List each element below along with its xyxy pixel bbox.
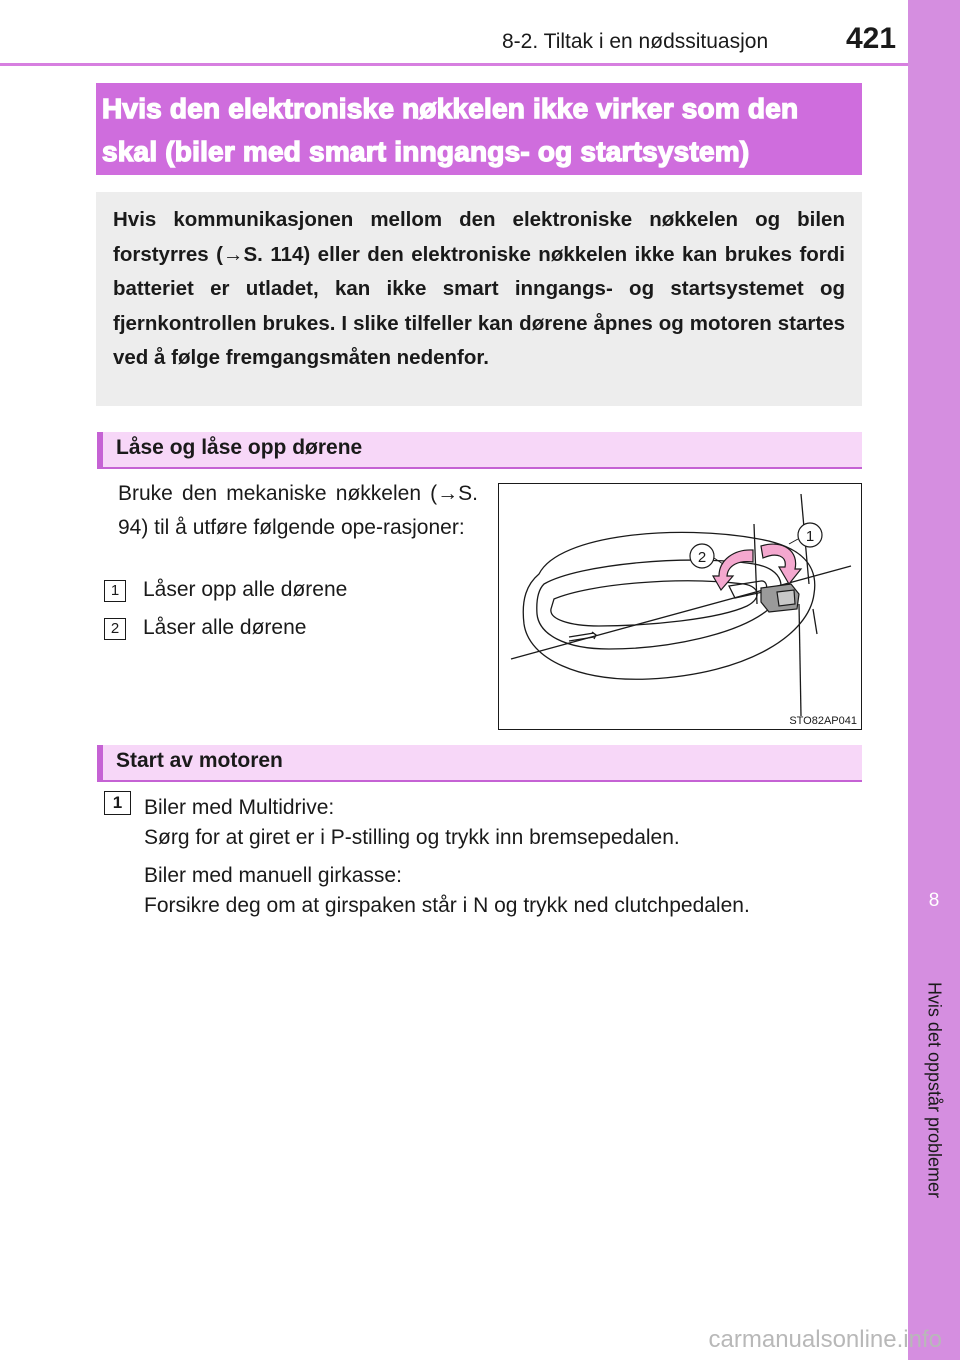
door-handle-illustration (499, 484, 861, 729)
item-number-badge: 1 (104, 580, 126, 602)
step-line: Forsikre deg om at girspaken står i N og trykk ned clutchpedalen. (144, 894, 750, 917)
header-section-title: 8-2. Tiltak i en nødssituasjon (502, 30, 769, 53)
door-handle-figure (498, 483, 862, 730)
item-text: Låser opp alle dørene (143, 578, 348, 601)
figure-caption: STO82AP041 (789, 715, 857, 727)
watermark: carmanualsonline.info (708, 1326, 942, 1353)
intro-text: Hvis kommunikasjonen mellom den elektroniske nøkkelen og bilen forstyrres (→S. 114) eller den elektroniske nøkkelen ikke kan brukes fordi batteriet er utladet, kan ikke smart inngangs- og startsystemet og fjernkontrollen brukes. I slike tilfeller kan dørene åpnes og motoren startes ved å følge fremgangsmåten nedenfor. (113, 208, 845, 369)
page-title: Hvis den elektroniske nøkkelen ikke virker som den skal (biler med smart inngangs- og startsystem) (102, 93, 799, 167)
callout-2-label: 2 (697, 549, 707, 566)
chapter-title: Hvis det oppstår problemer (924, 981, 945, 1199)
list-item (104, 575, 347, 605)
item-number-badge: 2 (104, 618, 126, 640)
step-line: Sørg for at giret er i P-stilling og trykk inn bremsepedalen. (144, 826, 680, 849)
page-number: 421 (846, 22, 897, 55)
list-item (104, 613, 306, 643)
intro-box (96, 192, 862, 406)
title-banner (96, 83, 862, 175)
lock-instructions: Bruke den mekaniske nøkkelen (→S. 94) til å utføre følgende ope-rasjoner: (118, 482, 478, 539)
section-heading-lock: Låse og låse opp dørene (97, 432, 862, 469)
chapter-number: 8 (928, 890, 940, 911)
step-number-badge: 1 (104, 791, 131, 815)
step-line: Biler med manuell girkasse: (144, 864, 402, 887)
chapter-side-tab[interactable] (908, 0, 960, 1360)
header-divider (0, 63, 908, 66)
section-heading-start: Start av motoren (97, 745, 862, 782)
step-line: Biler med Multidrive: (144, 796, 335, 819)
item-text: Låser alle dørene (143, 616, 307, 639)
callout-1-label: 1 (805, 528, 815, 545)
